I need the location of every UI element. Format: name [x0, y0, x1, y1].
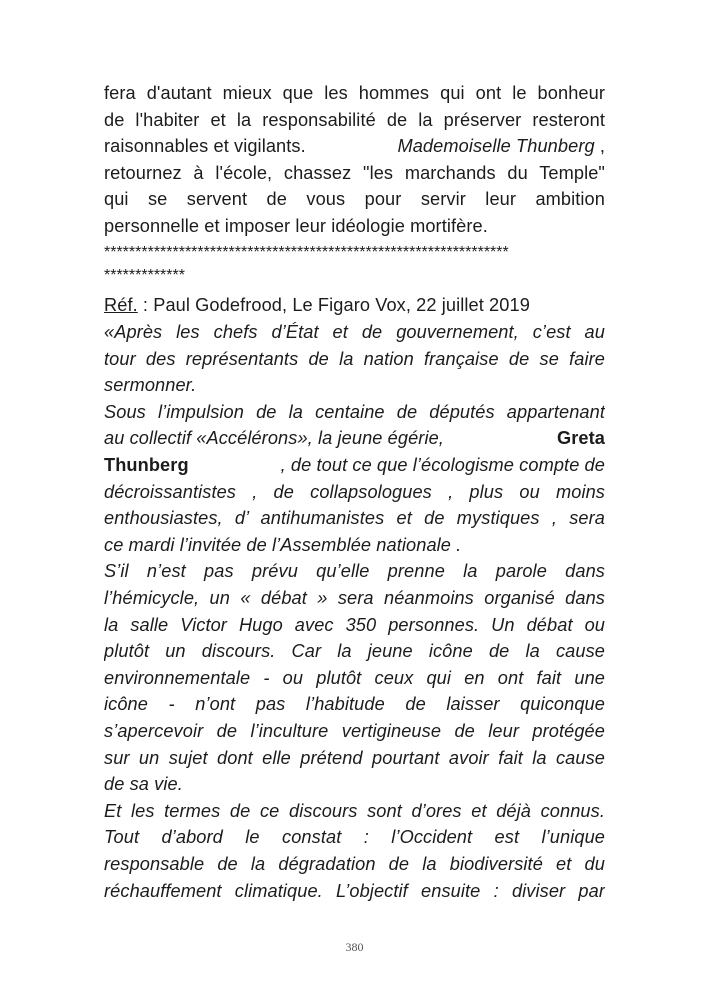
text-span: au collectif «Accélérons», la jeune égérie,	[104, 428, 444, 449]
text-line: enthousiastes, d’ antihumanistes et de mystiques , sera	[104, 508, 605, 529]
text-span: ,	[594, 136, 605, 157]
text-line: ce mardi l’invitée de l’Assemblée nationale .	[104, 534, 462, 555]
emphasis-name: Thunberg	[104, 455, 189, 475]
text-line: personnelle et imposer leur idéologie mortifère.	[104, 216, 488, 236]
text-line: Sous l’impulsion de la centaine de députés appartenant	[104, 401, 605, 422]
text-line: de sa vie.	[104, 774, 183, 795]
page-number: 380	[345, 940, 364, 954]
text-line: responsable de la dégradation de la biodiversité et du	[104, 854, 605, 874]
text-line: tour des représentants de la nation française de se faire	[104, 348, 605, 369]
text-line: décroissantistes , de collapsologues , plus ou moins	[104, 481, 605, 502]
text-line: environnementale - ou plutôt ceux qui en ont fait une	[104, 667, 605, 688]
text-line: Et les termes de ce discours sont d’ores et déjà connus.	[104, 800, 605, 821]
text-line: sur un sujet dont elle prétend pourtant avoir fait la cause	[104, 747, 605, 768]
reference-line	[104, 292, 605, 319]
text-line: «Après les chefs d’État et de gouvernement, c’est au	[104, 322, 605, 342]
reference-label: Réf.	[104, 295, 138, 315]
text-line: S’il n’est pas prévu qu’elle prenne la parole dans	[104, 561, 605, 582]
text-line	[104, 452, 605, 479]
text-span	[397, 133, 605, 160]
text-line: Tout d’abord le constat : l’Occident est l’unique	[104, 827, 605, 848]
text-line: qui se servent de vous pour servir leur ambition	[104, 189, 605, 210]
emphasis-name: Greta	[556, 428, 605, 449]
text-line: sermonner.	[104, 375, 197, 396]
text-line: réchauffement climatique. L’objectif ensuite : diviser par	[104, 880, 605, 901]
text-span: , de tout ce que l’écologisme compte de	[280, 455, 605, 475]
separator-stars: *****************************************************************	[104, 244, 509, 261]
text-line	[104, 133, 605, 160]
reference-text: : Paul Godefrood, Le Figaro Vox, 22 juillet 2019	[137, 295, 530, 315]
text-line: icône - n’ont pas l’habitude de laisser quiconque	[104, 694, 605, 715]
text-span: raisonnables et vigilants.	[104, 136, 306, 157]
emphasis-name: Mademoiselle Thunberg	[397, 136, 595, 157]
separator-stars: *************	[104, 267, 185, 284]
text-line	[104, 425, 605, 452]
text-line: l’hémicycle, un « débat » sera néanmoins organisé dans	[104, 588, 605, 608]
text-line: plutôt un discours. Car la jeune icône de la cause	[104, 641, 605, 662]
text-line: fera d'autant mieux que les hommes qui ont le bonheur	[104, 83, 605, 103]
text-line: s’apercevoir de l’inculture vertigineuse de leur protégée	[104, 721, 605, 741]
text-line: la salle Victor Hugo avec 350 personnes. Un débat ou	[104, 614, 605, 635]
text-line: de l'habiter et la responsabilité de la préserver resteront	[104, 109, 605, 130]
text-line: retournez à l'école, chassez "les marchands du Temple"	[104, 162, 605, 183]
